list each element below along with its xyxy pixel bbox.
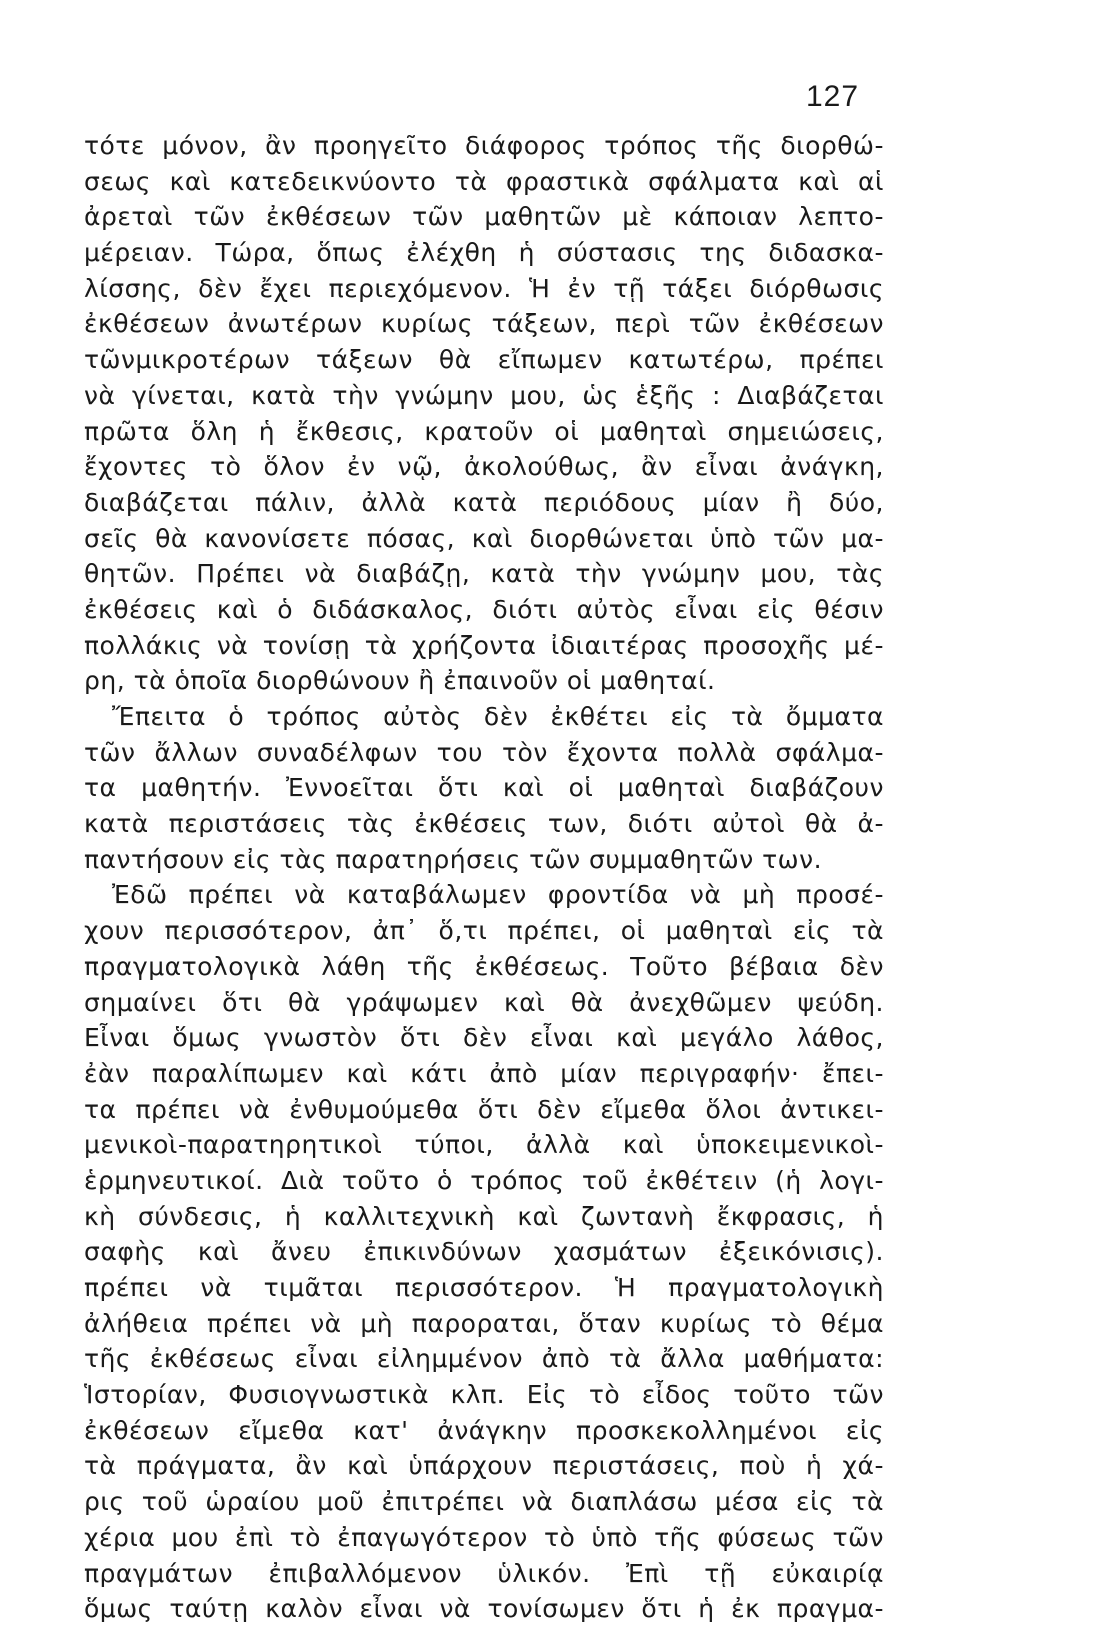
text-line: τα μαθητήν. Ἐννοεῖται ὅτι καὶ οἱ μαθηταὶ διαβάζουν xyxy=(84,773,884,803)
text-line: Εἶναι ὅμως γνωστὸν ὅτι δὲν εἶναι καὶ μεγάλο λάθος, xyxy=(84,1023,884,1053)
text-line: ἔχοντες τὸ ὅλον ἐν νῷ, ἀκολούθως, ἂν εἶναι ἀνάγκη, xyxy=(84,452,884,482)
text-line: σαφὴς καὶ ἄνευ ἐπικινδύνων χασμάτων ἐξεικόνισις). xyxy=(84,1237,884,1267)
text-line: χουν περισσότερον, ἀπ᾽ ὅ,τι πρέπει, οἱ μαθηταὶ εἰς τὰ xyxy=(84,916,884,946)
text-line: παντήσουν εἰς τὰς παρατηρήσεις τῶν συμμαθητῶν των. xyxy=(84,844,823,874)
text-line: πρέπει νὰ τιμᾶται περισσότερον. Ἡ πραγματολογικὴ xyxy=(84,1273,884,1302)
text-line: τότε μόνον, ἂν προηγεῖτο διάφορος τρόπος τῆς διορθώ- xyxy=(84,131,884,160)
text-line: Ἔπειτα ὁ τρόπος αὐτὸς δὲν ἐκθέτει εἰς τὰ ὄμματα xyxy=(112,702,884,731)
text-line: πρῶτα ὅλη ἡ ἔκθεσις, κρατοῦν οἱ μαθηταὶ σημειώσεις, xyxy=(84,416,884,446)
text-line: τα πρέπει νὰ ἐνθυμούμεθα ὅτι δὲν εἴμεθα ὅλοι ἀντικει- xyxy=(84,1094,884,1124)
text-line: σημαίνει ὅτι θὰ γράψωμεν καὶ θὰ ἀνεχθῶμεν ψεύδη. xyxy=(84,987,884,1017)
text-line: Ἐδῶ πρέπει νὰ καταβάλωμεν φροντίδα νὰ μὴ προσέ- xyxy=(112,880,884,910)
text-line: πολλάκις νὰ τονίσῃ τὰ χρήζοντα ἰδιαιτέρας προσοχῆς μέ- xyxy=(84,630,884,660)
text-line: ἀρεταὶ τῶν ἐκθέσεων τῶν μαθητῶν μὲ κάποιαν λεπτο- xyxy=(84,202,884,232)
text-line: ἑρμηνευτικοί. Διὰ τοῦτο ὁ τρόπος τοῦ ἐκθέτειν (ἡ λογι- xyxy=(84,1165,884,1195)
text-line: μέρειαν. Τώρα, ὅπως ἐλέχθη ἡ σύστασις της διδασκα- xyxy=(84,238,884,268)
page-number: 127 xyxy=(806,80,860,113)
text-line: χέρια μου ἐπὶ τὸ ἐπαγωγότερον τὸ ὑπὸ τῆς φύσεως τῶν xyxy=(84,1522,884,1552)
text-line: κὴ σύνδεσις, ἡ καλλιτεχνικὴ καὶ ζωντανὴ ἔκφρασις, ἡ xyxy=(84,1201,884,1231)
text-line: ὅμως ταύτῃ καλὸν εἶναι νὰ τονίσωμεν ὅτι ἡ ἐκ πραγμα- xyxy=(84,1594,884,1624)
text-line: μενικοὶ-παρατηρητικοὶ τύποι, ἀλλὰ καὶ ὑποκειμενικοὶ- xyxy=(84,1130,884,1160)
body-text xyxy=(84,128,884,1627)
text-line: πραγματολογικὰ λάθη τῆς ἐκθέσεως. Τοῦτο βέβαια δὲν xyxy=(84,951,884,981)
text-line: σεῖς θὰ κανονίσετε πόσας, καὶ διορθώνεται ὑπὸ τῶν μα- xyxy=(84,523,884,553)
text-line: τὰ πράγματα, ἂν καὶ ὑπάρχουν περιστάσεις, ποὺ ἡ χά- xyxy=(84,1451,884,1481)
text-line: σεως καὶ κατεδεικνύοντο τὰ φραστικὰ σφάλματα καὶ αἱ xyxy=(84,166,884,196)
text-line: ἐκθέσεων εἴμεθα κατ' ἀνάγκην προσκεκολλημένοι εἰς xyxy=(84,1415,884,1445)
text-line: τῶν ἄλλων συναδέλφων του τὸν ἔχοντα πολλὰ σφάλμα- xyxy=(84,737,884,767)
text-line: Ἱστορίαν, Φυσιογνωστικὰ κλπ. Εἰς τὸ εἶδος τοῦτο τῶν xyxy=(84,1380,884,1410)
text-line: ρη, τὰ ὁποῖα διορθώνουν ἢ ἐπαινοῦν οἱ μαθηταί. xyxy=(84,666,716,696)
text-line: κατὰ περιστάσεις τὰς ἐκθέσεις των, διότι αὐτοὶ θὰ ἀ- xyxy=(84,809,884,839)
text-line: ἐκθέσεις καὶ ὁ διδάσκαλος, διότι αὐτὸς εἶναι εἰς θέσιν xyxy=(84,594,884,624)
text-line: τῆς ἐκθέσεως εἶναι εἰλημμένον ἀπὸ τὰ ἄλλα μαθήματα: xyxy=(84,1344,884,1374)
text-line: διαβάζεται πάλιν, ἀλλὰ κατὰ περιόδους μίαν ἢ δύο, xyxy=(84,487,884,517)
text-line: θητῶν. Πρέπει νὰ διαβάζῃ, κατὰ τὴν γνώμην μου, τὰς xyxy=(84,559,884,589)
text-line: ἀλήθεια πρέπει νὰ μὴ παροραται, ὅταν κυρίως τὸ θέμα xyxy=(84,1308,884,1338)
text-line: ἐὰν παραλίπωμεν καὶ κάτι ἀπὸ μίαν περιγραφήν· ἔπει- xyxy=(84,1058,884,1088)
text-line: λίσσης, δὲν ἔχει περιεχόμενον. Ἡ ἐν τῇ τάξει διόρθωσις xyxy=(84,273,884,303)
text-line: τῶνμικροτέρων τάξεων θὰ εἴπωμεν κατωτέρω, πρέπει xyxy=(84,345,884,375)
text-line: ἐκθέσεων ἀνωτέρων κυρίως τάξεων, περὶ τῶν ἐκθέσεων xyxy=(84,309,884,339)
text-line: ρις τοῦ ὡραίου μοῦ ἐπιτρέπει νὰ διαπλάσω μέσα εἰς τὰ xyxy=(84,1487,884,1517)
text-line: νὰ γίνεται, κατὰ τὴν γνώμην μου, ὡς ἑξῆς : Διαβάζεται xyxy=(84,380,884,410)
text-line: πραγμάτων ἐπιβαλλόμενον ὑλικόν. Ἐπὶ τῇ εὐκαιρίᾳ xyxy=(84,1558,884,1588)
